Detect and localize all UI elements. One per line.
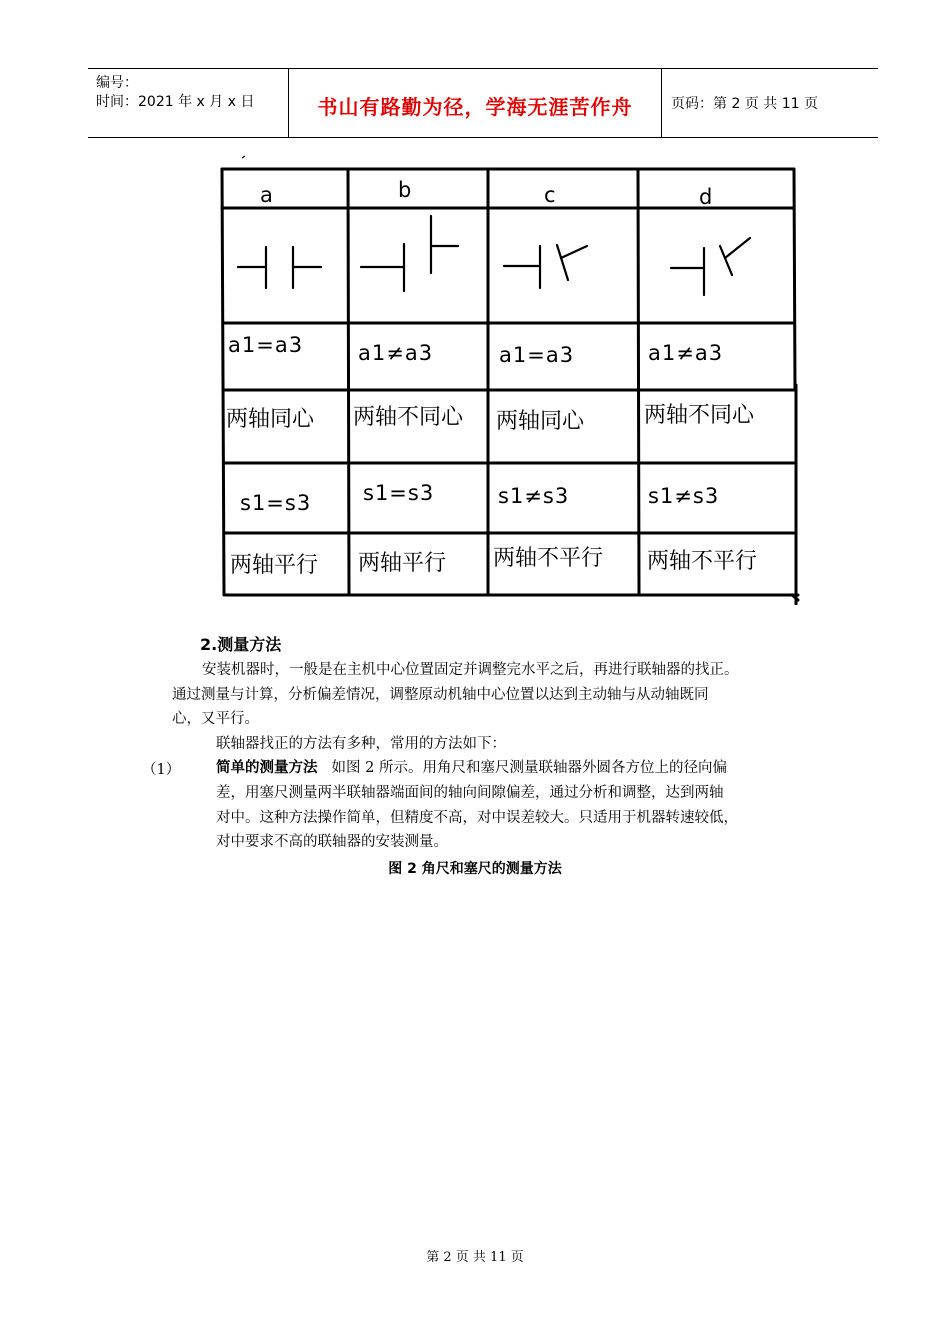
a-relation-c: a1=a3 (499, 343, 575, 367)
concentric-b: 两轴不同心 (353, 405, 464, 430)
item-title: 简单的测量方法 (216, 760, 318, 776)
col-label-c: c (544, 183, 557, 207)
alignment-table (218, 150, 803, 605)
col-label-d: d (699, 185, 714, 209)
paragraph-line: 对中要求不高的联轴器的安装测量。 (216, 834, 448, 850)
figure-caption: 图 2 角尺和塞尺的测量方法 (388, 861, 562, 877)
parallel-c: 两轴不平行 (493, 546, 604, 571)
a-relation-a: a1=a3 (228, 333, 304, 357)
section-title: 2.测量方法 (200, 635, 282, 654)
col-label-a: a (260, 183, 274, 207)
a-relation-b: a1≠a3 (358, 341, 434, 365)
s-relation-b: s1=s3 (363, 481, 435, 505)
item-text: 如图 2 所示。用角尺和塞尺测量联轴器外圆各方位上的径向偏 (331, 760, 727, 776)
col-label-b: b (398, 178, 413, 202)
paragraph-line: 联轴器找正的方法有多种，常用的方法如下： (216, 736, 506, 752)
header-page-cell (661, 69, 878, 137)
parallel-a: 两轴平行 (230, 553, 319, 578)
page-info: 页码：第 2 页 共 11 页 (671, 96, 818, 112)
shaft-symbols (238, 216, 750, 295)
concentric-c: 两轴同心 (496, 409, 585, 434)
concentric-a: 两轴同心 (226, 407, 315, 432)
table-grid (218, 150, 803, 605)
s-relation-a: s1=s3 (240, 491, 312, 515)
item-first-line (216, 756, 727, 781)
s-relation-c: s1≠s3 (498, 484, 570, 508)
paragraph-line: 安装机器时，一般是在主机中心位置固定并调整完水平之后，再进行联轴器的找正。 (202, 662, 739, 678)
paragraph-line: 差，用塞尺测量两半联轴器端面间的轴向间隙偏差，通过分析和调整，达到两轴 (216, 785, 724, 801)
page-footer: 第 2 页 共 11 页 (426, 1250, 524, 1265)
a-relation-d: a1≠a3 (648, 341, 724, 365)
time-label: 时间：2021 年 x 月 x 日 (96, 94, 255, 110)
parallel-d: 两轴不平行 (647, 549, 758, 574)
s-relation-d: s1≠s3 (648, 484, 720, 508)
page-header (88, 68, 878, 138)
item-number: （1） (142, 762, 181, 778)
parallel-b: 两轴平行 (358, 551, 447, 576)
header-motto-cell (288, 69, 662, 137)
concentric-d: 两轴不同心 (644, 403, 755, 428)
paragraph-line: 通过测量与计算，分析偏差情况，调整原动机轴中心位置以达到主动轴与从动轴既同 (172, 687, 709, 703)
motto: 书山有路勤为径，学海无涯苦作舟 (317, 95, 633, 119)
header-meta (88, 69, 288, 137)
paragraph-line: 对中。这种方法操作简单，但精度不高，对中误差较大。只适用于机器转速较低， (216, 810, 738, 826)
paragraph-line: 心，又平行。 (172, 711, 259, 727)
code-label: 编号： (96, 75, 138, 91)
